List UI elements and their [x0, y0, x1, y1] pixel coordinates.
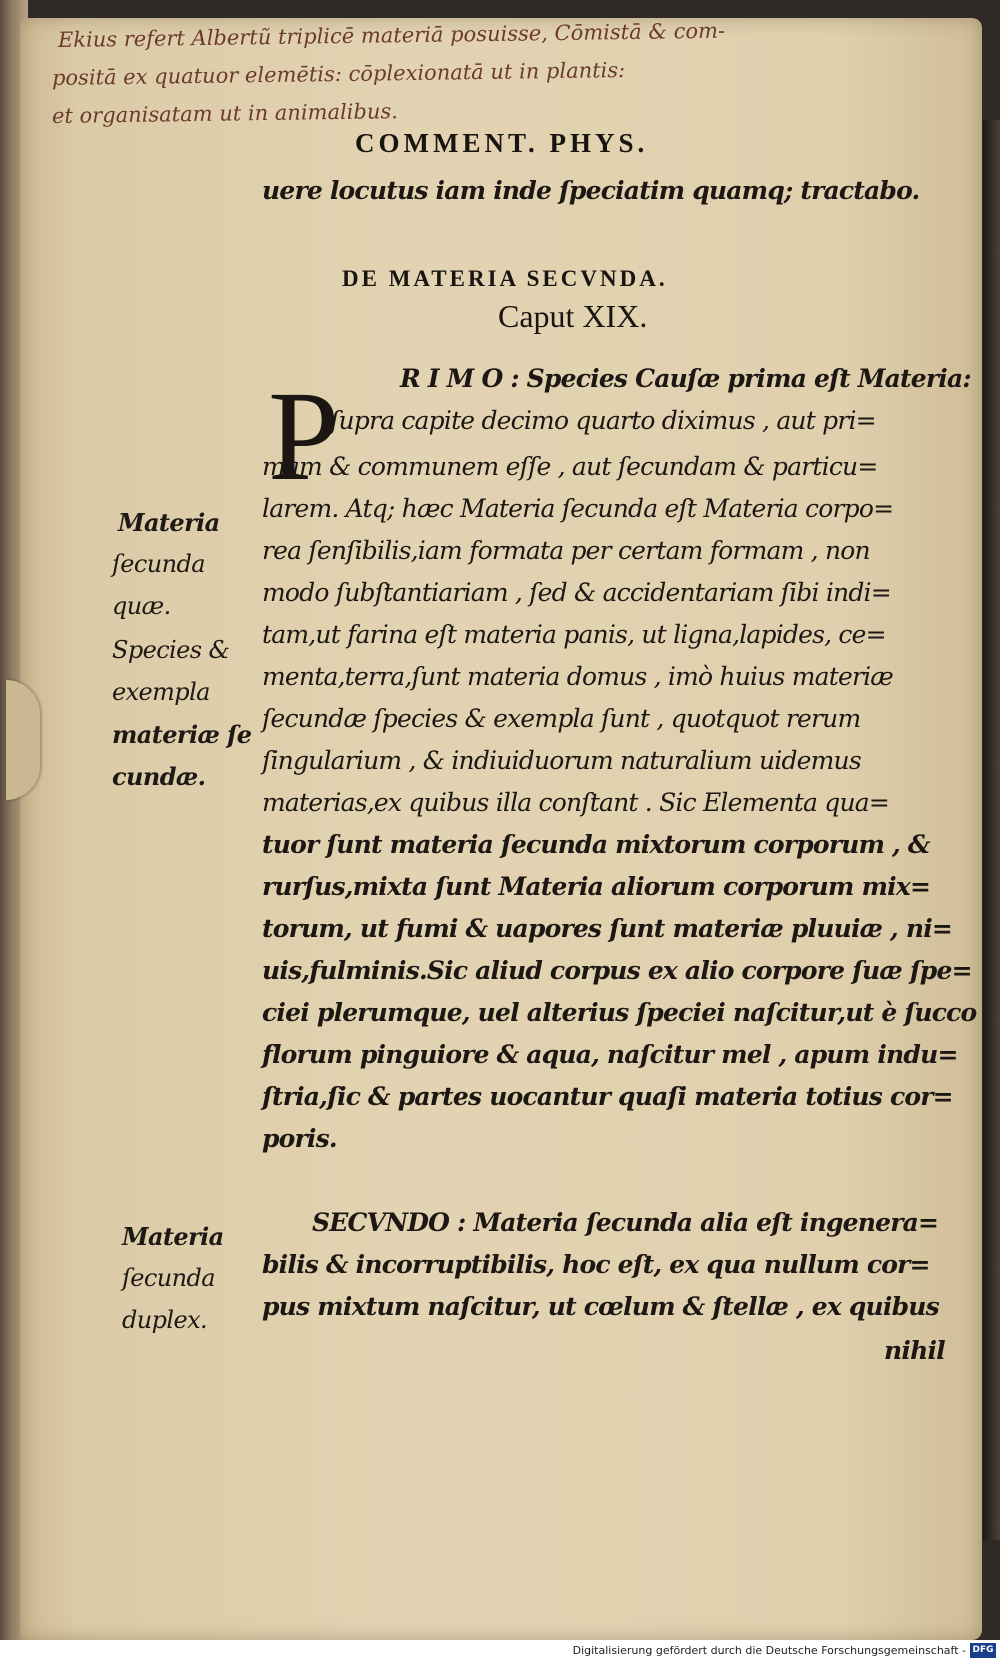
- paragraph1-line: materias,ex quibus illa conſtant . Sic Elementa qua=: [262, 788, 890, 817]
- margin-note-line: cundæ.: [112, 762, 206, 791]
- chapter-number: Caput XIX.: [498, 298, 648, 334]
- paragraph1-line: larem. Atq; hæc Materia ſecunda eſt Materia corpo=: [262, 494, 894, 523]
- paragraph2-line: bilis & incorruptibilis, hoc eſt, ex qua nullum cor=: [262, 1250, 930, 1279]
- margin-note-line: duplex.: [122, 1306, 208, 1334]
- paragraph1-line: ſecundæ ſpecies & exempla ſunt , quotquot rerum: [262, 704, 861, 733]
- section-heading: DE MATERIA SECVNDA.: [342, 266, 668, 291]
- running-title: COMMENT. PHYS.: [355, 128, 649, 158]
- handwritten-note-line-1: Ekius refert Albertũ triplicē materiā posuisse, Cōmistā & com-: [57, 18, 726, 52]
- margin-note-line: Species &: [112, 636, 230, 664]
- page-stack-edge: [983, 120, 1000, 1540]
- margin-note-line: exempla: [112, 678, 210, 706]
- paragraph1-line: tuor ſunt materia ſecunda mixtorum corporum , &: [262, 830, 930, 859]
- paragraph1-line: ſtria,ſic & partes uocantur quaſi materia totius cor=: [262, 1082, 953, 1111]
- margin-note-line: Materia: [118, 508, 220, 537]
- paragraph1-line: torum, ut fumi & uapores ſunt materiæ pluuiæ , ni=: [262, 914, 953, 943]
- drop-cap: P: [268, 365, 340, 507]
- margin-note-line: ſecunda: [122, 1264, 215, 1292]
- paragraph1-line: ciei plerumque, uel alterius ſpeciei naſcitur,ut è ſucco: [262, 998, 977, 1027]
- margin-note-line: ſecunda: [112, 550, 205, 578]
- paragraph1-line: rea ſenſibilis,iam formata per certam formam , non: [262, 536, 870, 565]
- margin-note-line: quæ.: [112, 592, 171, 620]
- paragraph2-line: pus mixtum naſcitur, ut cœlum & ſtellæ , ex quibus: [262, 1292, 939, 1321]
- paragraph1-line: tam,ut farina eſt materia panis, ut ligna,lapides, ce=: [262, 620, 886, 649]
- intro-line: uere locutus iam inde ſpeciatim quamq; tractabo.: [262, 176, 920, 205]
- page-clasp: [6, 680, 40, 800]
- dfg-logo: DFG: [970, 1643, 996, 1658]
- paragraph1-line: R I M O : Species Cauſæ prima eſt Materia:: [400, 364, 971, 393]
- paragraph1-line: ſingularium , & indiuiduorum naturalium uidemus: [262, 746, 861, 775]
- handwritten-note-line-3: et organisatam ut in animalibus.: [51, 99, 399, 128]
- margin-note-line: Materia: [122, 1222, 224, 1251]
- catchword: nihil: [884, 1336, 945, 1365]
- paragraph1-line: florum pinguiore & aqua, naſcitur mel , apum indu=: [262, 1040, 958, 1069]
- paragraph1-line: mam & communem eſſe , aut ſecundam & particu=: [262, 452, 878, 481]
- paragraph1-line: poris.: [262, 1124, 337, 1153]
- paragraph1-line: menta,terra,ſunt materia domus , imò huius materiæ: [262, 662, 893, 691]
- book-page: [20, 18, 982, 1640]
- paragraph1-line: ſupra capite decimo quarto diximus , aut pri=: [330, 406, 876, 435]
- digitization-credit: Digitalisierung gefördert durch die Deutsche Forschungsgemeinschaft -: [572, 1644, 966, 1657]
- handwritten-note-line-2: positā ex quatuor elemētis: cōplexionatā ut in plantis:: [51, 57, 626, 90]
- paragraph1-line: uis,fulminis.Sic aliud corpus ex alio corpore ſuæ ſpe=: [262, 956, 972, 985]
- paragraph2-line: SECVNDO : Materia ſecunda alia eſt ingenera=: [312, 1208, 939, 1237]
- paragraph1-line: rurſus,mixta ſunt Materia aliorum corporum mix=: [262, 872, 931, 901]
- paragraph1-line: modo ſubſtantiariam , ſed & accidentariam ſibi indi=: [262, 578, 891, 607]
- margin-note-line: materiæ ſe: [112, 720, 252, 749]
